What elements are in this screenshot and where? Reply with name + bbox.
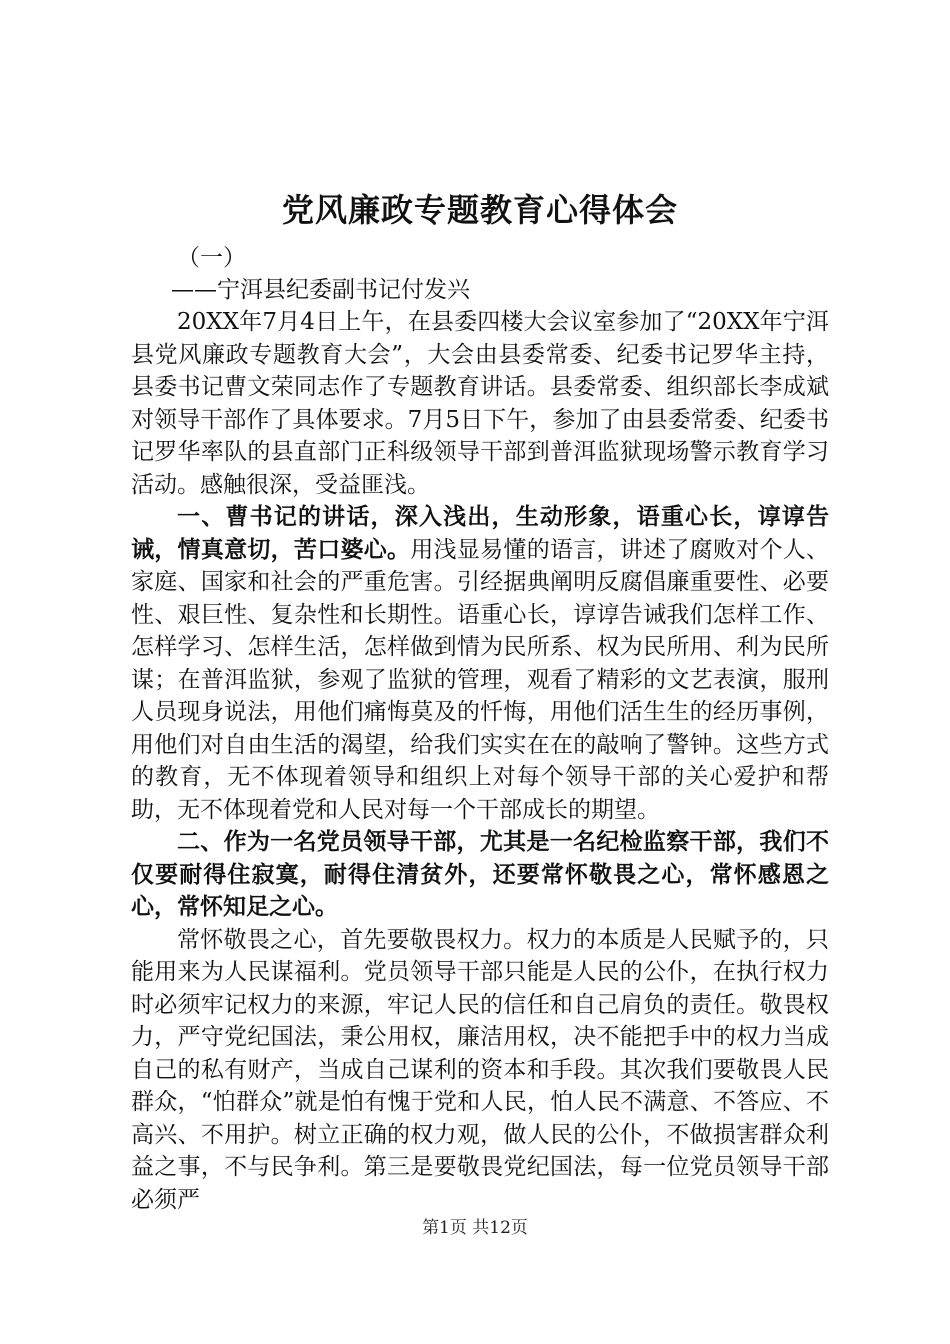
paragraph-section-two-heading: 二、作为一名党员领导干部，尤其是一名纪检监察干部，我们不仅要耐得住寂寞，耐得住清贫外，还要常怀敬畏之心，常怀感恩之心，常怀知足之心。 xyxy=(131,829,829,920)
paragraph-section-one xyxy=(131,501,829,826)
document-page xyxy=(131,188,829,1216)
paragraph-intro: 20XX年7月4日上午，在县委四楼大会议室参加了“20XX年宁洱县党风廉政专题教育大会”，大会由县委常委、纪委书记罗华主持，县委书记曹文荣同志作了专题教育讲话。县委常委、组织部长李成斌对领导干部作了具体要求。7月5日下午，参加了由县委常委、纪委书记罗华率队的县直部门正科级领导干部到普洱监狱现场警示教育学习活动。感触很深，受益匪浅。 xyxy=(131,309,829,498)
section-label: （一） xyxy=(177,245,246,271)
section-one-heading: 一、曹书记的讲话，深入浅出，生动形象，语重心长，谆谆告诫，情真意切，苦口婆心。 xyxy=(131,504,829,563)
paragraph-awe: 常怀敬畏之心，首先要敬畏权力。权力的本质是人民赋予的，只能用来为人民谋福利。党员领导干部只能是人民的公仆，在执行权力时必须牢记权力的来源，牢记人民的信任和自己肩负的责任。敬畏权力，严守党纪国法，秉公用权，廉洁用权，决不能把手中的权力当成自己的私有财产，当成自己谋利的资本和手段。其次我们要敬畏人民群众，“怕群众”就是怕有愧于党和人民，怕人民不满意、不答应、不高兴、不用护。树立正确的权力观，做人民的公仆，不做损害群众利益之事，不与民争利。第三是要敬畏党纪国法，每一位党员领导干部必须严 xyxy=(131,926,829,1213)
document-title: 党风廉政专题教育心得体会 xyxy=(281,191,678,229)
author-line: ——宁洱县纪委副书记付发兴 xyxy=(171,277,470,303)
section-one-body: 用浅显易懂的语言，讲述了腐败对个人、家庭、国家和社会的严重危害。引经据典阐明反腐倡廉重要性、必要性、艰巨性、复杂性和长期性。语重心长，谆谆告诫我们怎样工作、怎样学习、怎样生活，怎样做到情为民所系、权为民所用、利为民所谋；在普洱监狱，参观了监狱的管理，观看了精彩的文艺表演，服刑人员现身说法，用他们痛悔莫及的忏悔，用他们活生生的经历事例，用他们对自由生活的渴望，给我们实实在在的敲响了警钟。这些方式的教育，无不体现着领导和组织上对每个领导干部的关心爱护和帮助，无不体现着党和人民对每一个干部成长的期望。 xyxy=(131,536,830,823)
page-footer: 第1页 共12页 xyxy=(422,1218,528,1238)
